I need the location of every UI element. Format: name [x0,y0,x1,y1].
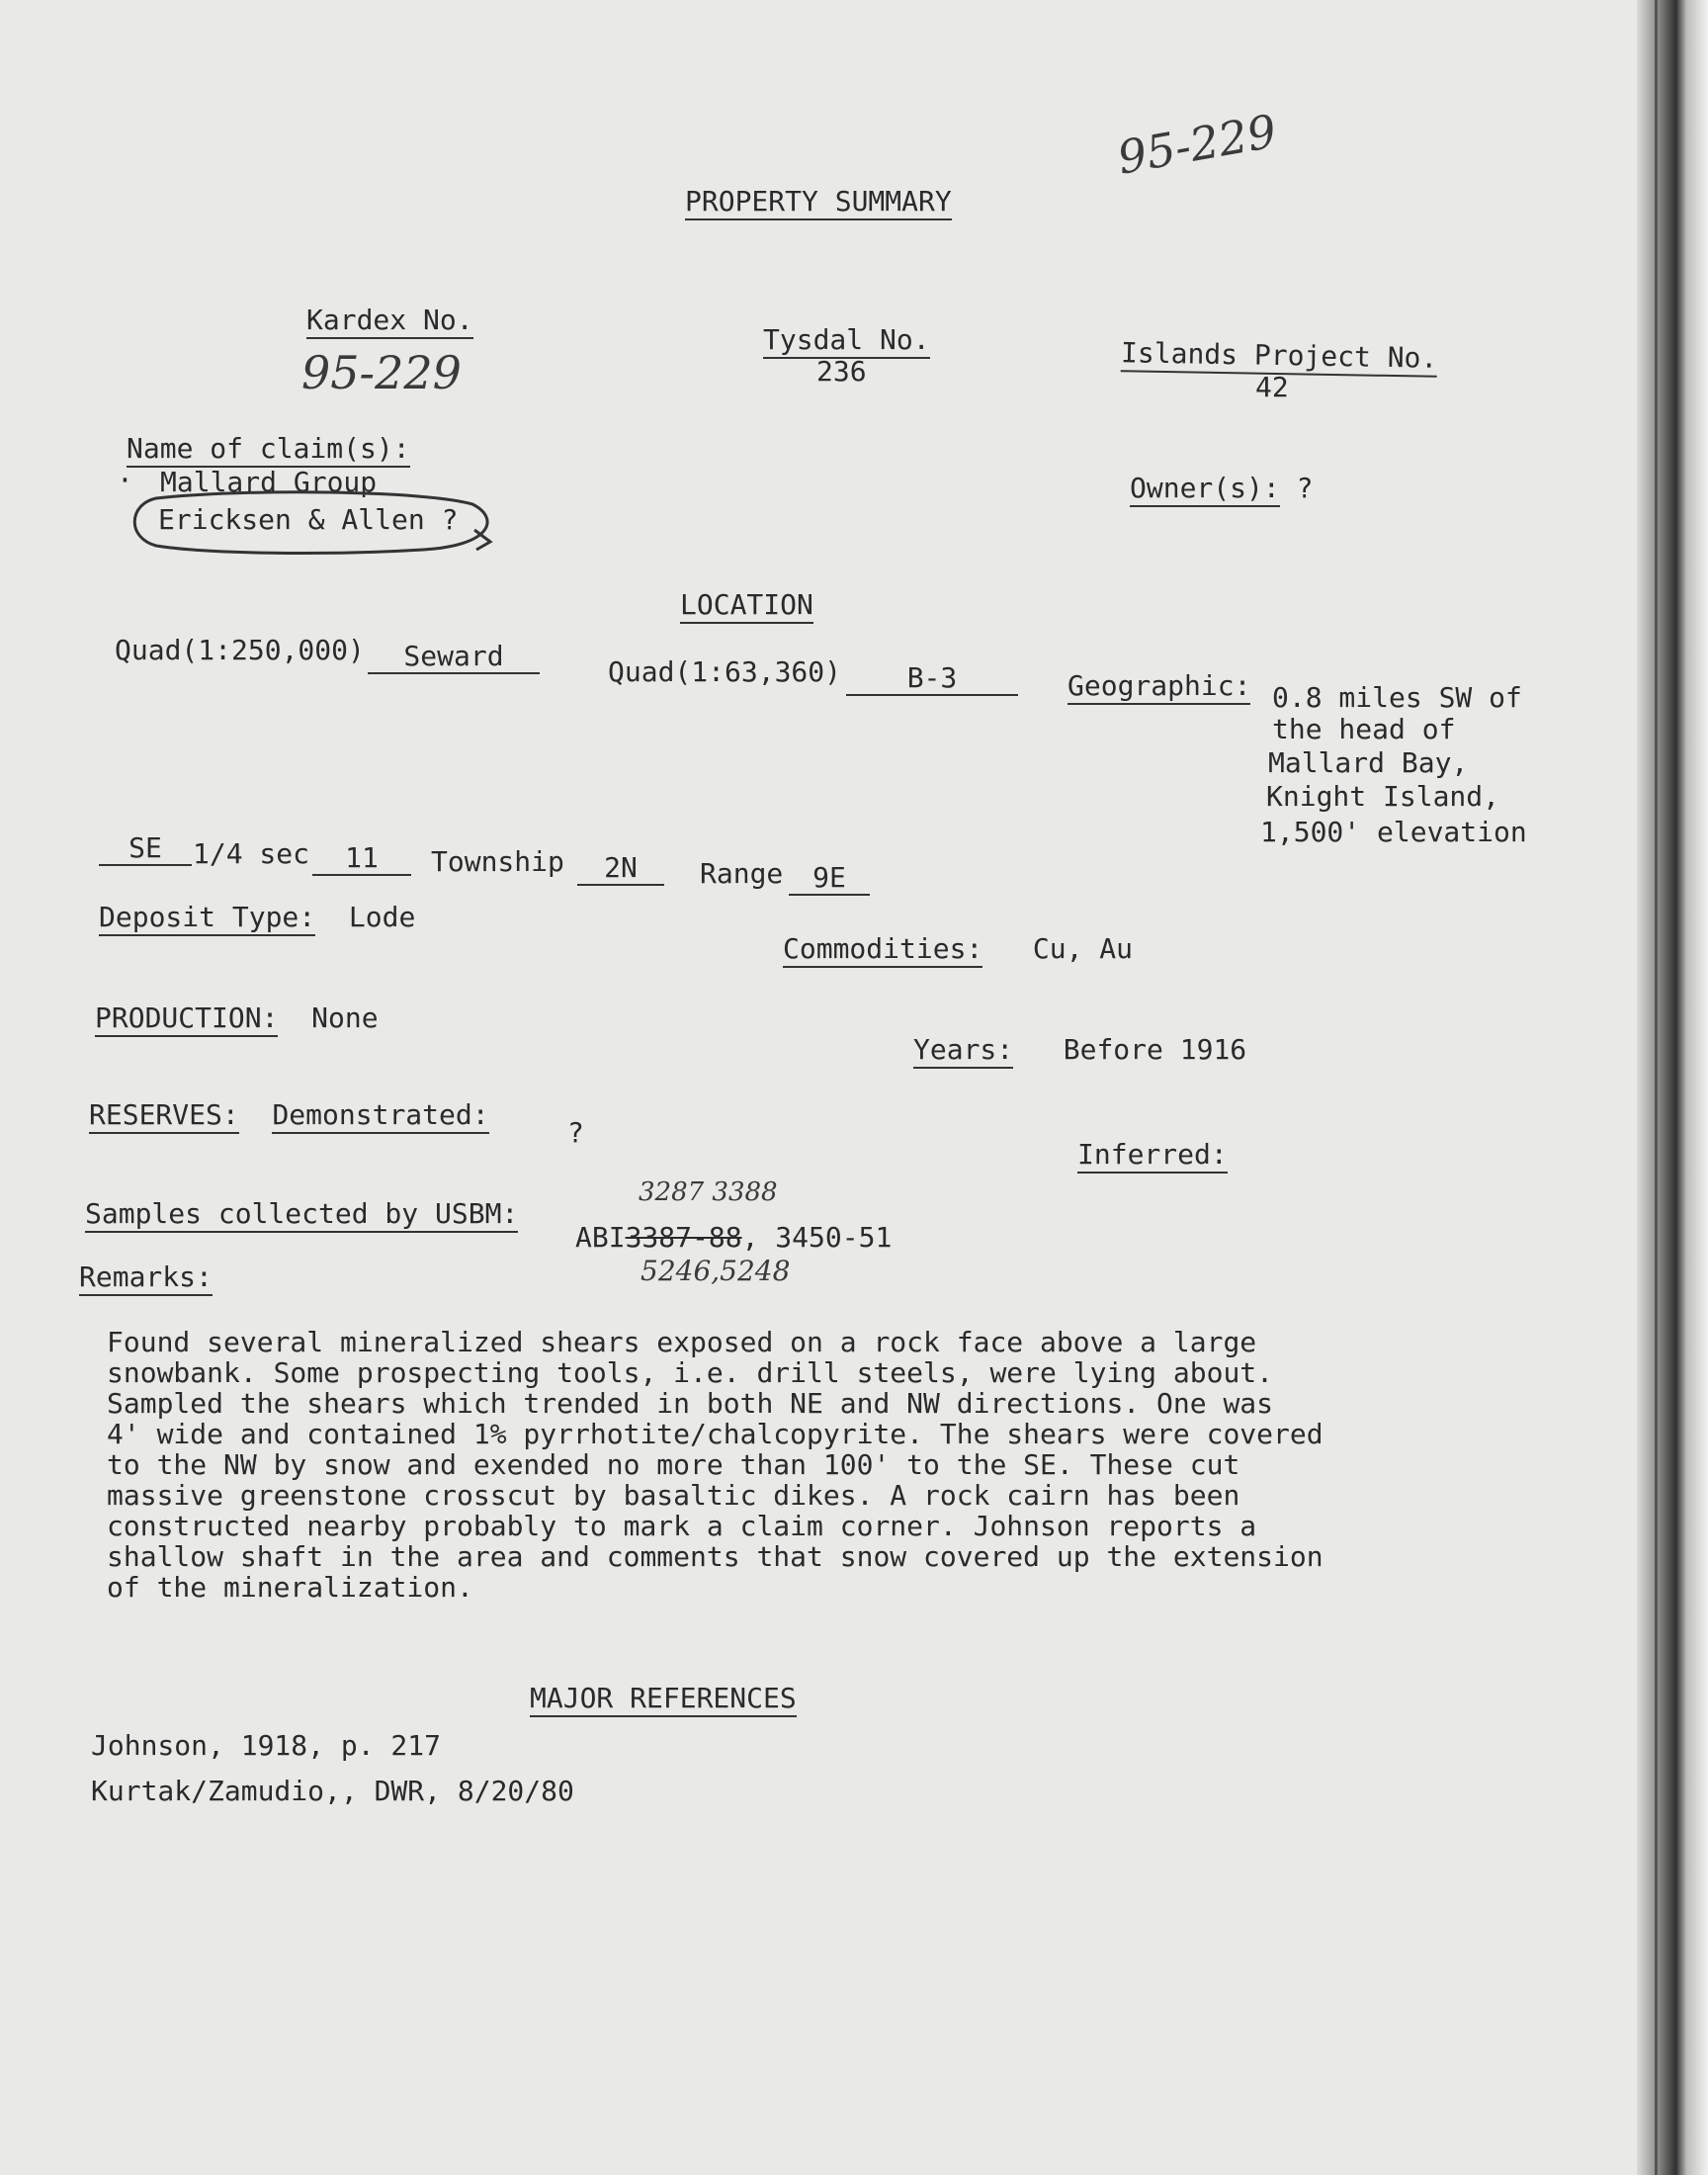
samples-handwritten-above: 3287 3388 [639,1177,778,1207]
kardex-value: 95-229 [301,346,462,399]
section-value: 11 [312,842,411,876]
geographic-line-4: Knight Island, [1266,780,1500,813]
samples-value [575,1222,892,1254]
commodities-label: Commodities: [783,932,982,968]
years-value: Before 1916 [1063,1033,1247,1066]
samples-prefix: ABI [575,1221,626,1254]
remarks-body [107,1327,1392,1603]
page-title: PROPERTY SUMMARY [685,186,952,220]
inferred-label: Inferred: [1077,1139,1228,1174]
reserves-row [89,1099,489,1131]
production-value: None [311,1001,379,1034]
range-label: Range [700,857,784,890]
owner-label: Owner(s): [1130,472,1280,507]
remarks-line: to the NW by snow and exended no more than 100' to the SE. These cut [107,1448,1240,1481]
remarks-line: Found several mineralized shears exposed on a rock face above a large [107,1326,1257,1358]
claim-name-2: Ericksen & Allen ? [158,503,459,536]
remarks-label: Remarks: [79,1262,213,1296]
geographic-line-1: 0.8 miles SW of [1272,681,1522,714]
deposit-type-value: Lode [348,901,416,933]
range-value: 9E [789,862,870,896]
handwritten-doc-number: 95-229 [1113,104,1281,185]
quad63-label: Quad(1:63,360) [608,655,842,688]
owner-value: ? [1296,472,1314,504]
quarter-value: SE [99,832,192,866]
commodities-value: Cu, Au [1032,932,1134,965]
remarks-line: shallow shaft in the area and comments that snow covered up the extension [107,1540,1324,1573]
geographic-line-5: 1,500' elevation [1260,816,1527,848]
reserves-label: RESERVES: [89,1098,239,1134]
claim-bullet: · [117,464,133,496]
location-title: LOCATION [680,589,813,624]
demonstrated-label: Demonstrated: [272,1098,488,1134]
references-title: MAJOR REFERENCES [530,1683,797,1717]
remarks-line: of the mineralization. [107,1571,473,1604]
years-label: Years: [913,1033,1013,1069]
samples-label: Samples collected by USBM: [85,1198,518,1233]
commodities-row [783,933,1133,965]
demonstrated-value: ? [567,1116,584,1149]
remarks-line: Sampled the shears which trended in both NE and NW directions. One was [107,1387,1274,1420]
tysdal-label: Tysdal No. [763,324,930,359]
township-label: Township [431,845,564,878]
production-row [95,1002,379,1034]
deposit-type-label: Deposit Type: [99,901,315,936]
deposit-row [99,902,415,933]
remarks-line: constructed nearby probably to mark a claim corner. Johnson reports a [107,1510,1257,1542]
page-edge-shadow [1637,0,1708,2175]
quad63-value: B-3 [846,662,1018,696]
samples-struck: 3387-88 [625,1221,742,1254]
geographic-line-2: the head of [1272,713,1456,745]
production-label: PRODUCTION: [95,1001,278,1037]
samples-handwritten-below: 5246,5248 [640,1255,791,1287]
years-row [913,1034,1246,1066]
islands-project-label: Islands Project No. [1121,337,1438,378]
islands-project-value: 42 [1255,371,1289,403]
samples-rest: , 3450-51 [741,1221,893,1254]
township-value: 2N [577,852,664,886]
remarks-line: massive greenstone crosscut by basaltic dikes. A rock cairn has been [107,1479,1240,1512]
claim-name-1: Mallard Group [160,466,378,498]
owner-row [1130,473,1313,504]
tysdal-value: 236 [816,355,867,388]
quarter-label: 1/4 sec [193,837,310,870]
kardex-label: Kardex No. [306,304,473,339]
geographic-label: Geographic: [1068,670,1250,705]
remarks-line: 4' wide and contained 1% pyrrhotite/chalcopyrite. The shears were covered [107,1418,1324,1450]
remarks-line: snowbank. Some prospecting tools, i.e. drill steels, were lying about. [107,1356,1274,1389]
quad250-label: Quad(1:250,000) [115,634,365,666]
reference-item-1: Johnson, 1918, p. 217 [91,1729,442,1762]
geographic-line-3: Mallard Bay, [1268,746,1469,779]
reference-item-2: Kurtak/Zamudio,, DWR, 8/20/80 [91,1775,574,1807]
claim-name-label: Name of claim(s): [127,433,410,468]
quad250-value: Seward [368,641,540,674]
